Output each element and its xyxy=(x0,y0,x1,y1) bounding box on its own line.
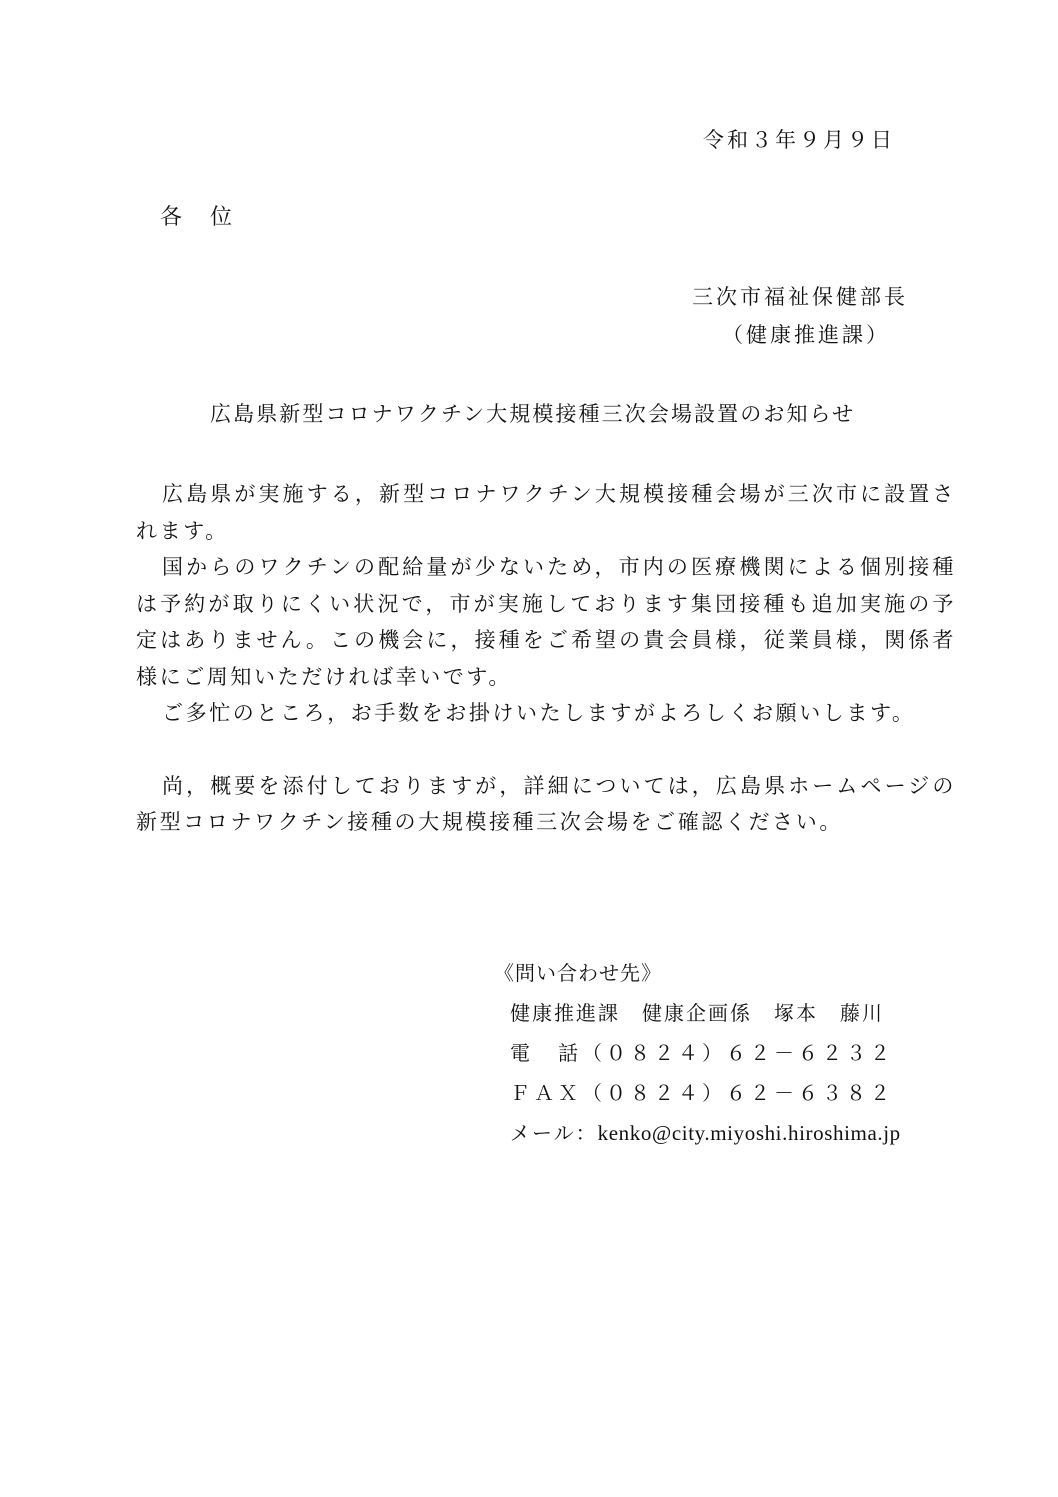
letter-date: 令和３年９月９日 xyxy=(703,128,895,152)
contact-heading: 《問い合わせ先》 xyxy=(494,961,662,985)
sender-department: （健康推進課） xyxy=(722,323,890,347)
contact-fax: ＦＡＸ（０８２４）６２－６３８２ xyxy=(510,1081,894,1105)
paragraph-announcement: 広島県が実施する，新型コロナワクチン大規模接種会場が三次市に設置されます。 xyxy=(136,482,956,543)
paragraph-vaccine-supply: 国からのワクチンの配給量が少ないため，市内の医療機関による個別接種は予約が取りにくい状況で，市が実施しております集団接種も追加実施の予定はありません。この機会に，接種をご希望の貴会員様，従業員様，関係者様にご周知いただければ幸いです。 xyxy=(136,555,956,689)
paragraph-request: ご多忙のところ，お手数をお掛けいたしますがよろしくお願いします。 xyxy=(162,701,916,725)
paragraph-spacer xyxy=(136,732,956,768)
notice-title: 広島県新型コロナワクチン大規模接種三次会場設置のお知らせ xyxy=(210,402,856,426)
contact-email[interactable]: kenko@city.miyoshi.hiroshima.jp xyxy=(597,1121,901,1145)
addressee: 各位 xyxy=(160,205,261,230)
contact-email-label: メール： xyxy=(510,1121,598,1145)
contact-phone: 電 話（０８２４）６２－６２３２ xyxy=(510,1041,894,1065)
letter-body xyxy=(136,476,956,841)
sender-name: 三次市福祉保健部長 xyxy=(692,285,908,309)
contact-staff: 健康推進課 健康企画係 塚本 藤川 xyxy=(510,1001,884,1025)
contact-block xyxy=(494,953,901,1153)
paragraph-details: 尚，概要を添付しておりますが，詳細については，広島県ホームページの新型コロナワクチン接種の大規模接種三次会場をご確認ください。 xyxy=(136,773,956,834)
contact-email-row xyxy=(494,1113,901,1153)
